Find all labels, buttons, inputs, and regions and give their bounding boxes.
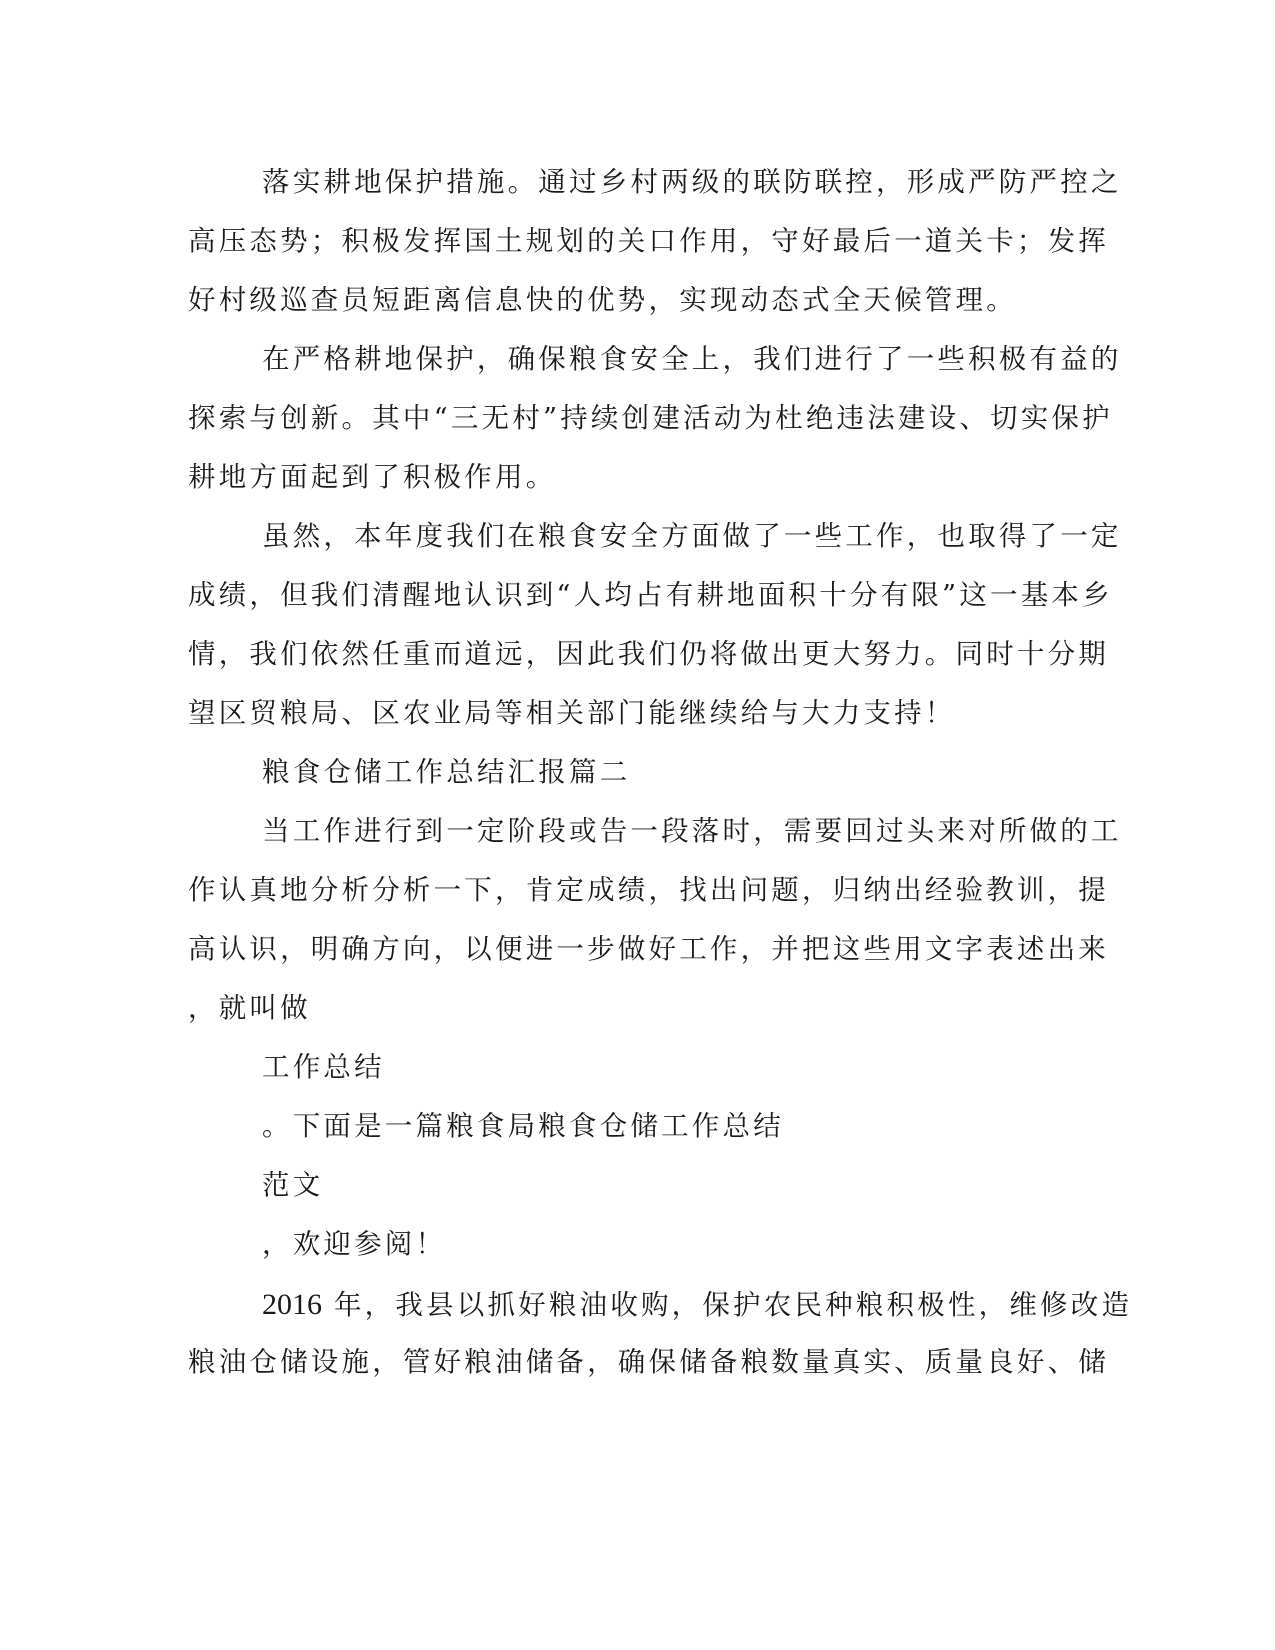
- paragraph-line: 高压态势；积极发挥国土规划的关口作用，守好最后一道关卡；发挥: [188, 225, 1109, 257]
- paragraph-line: [262, 1290, 1132, 1320]
- paragraph-line: ，就叫做: [188, 992, 311, 1024]
- paragraph-line: 粮油仓储设施，管好粮油储备，确保储备粮数量真实、质量良好、储: [188, 1346, 1109, 1378]
- paragraph-line: 好村级巡查员短距离信息快的优势，实现动态式全天候管理。: [188, 284, 1017, 316]
- paragraph-line: 成绩，但我们清醒地认识到“人均占有耕地面积十分有限”这一基本乡: [188, 579, 1113, 611]
- paragraph-line: 探索与创新。其中“三无村”持续创建活动为杜绝违法建设、切实保护: [188, 402, 1113, 434]
- paragraph-line: 望区贸粮局、区农业局等相关部门能继续给与大力支持！: [188, 697, 956, 729]
- section-heading: 粮食仓储工作总结汇报篇二: [262, 756, 631, 788]
- paragraph-line: 虽然，本年度我们在粮食安全方面做了一些工作，也取得了一定: [262, 520, 1122, 552]
- paragraph-line: 工作总结: [262, 1051, 385, 1083]
- paragraph-line: 。下面是一篇粮食局粮食仓储工作总结: [262, 1110, 784, 1142]
- paragraph-line: 作认真地分析分析一下，肯定成绩，找出问题，归纳出经验教训，提: [188, 874, 1109, 906]
- paragraph-line: 当工作进行到一定阶段或告一段落时，需要回过头来对所做的工: [262, 815, 1122, 847]
- paragraph-line: 情，我们依然任重而道远，因此我们仍将做出更大努力。同时十分期: [188, 638, 1109, 670]
- paragraph-line-text: 年，我县以抓好粮油收购，保护农民种粮积极性，维修改造: [333, 1289, 1133, 1321]
- paragraph-line: 范文: [262, 1169, 324, 1201]
- paragraph-line: 落实耕地保护措施。通过乡村两级的联防联控，形成严防严控之: [262, 166, 1122, 198]
- paragraph-line: 在严格耕地保护，确保粮食安全上，我们进行了一些积极有益的: [262, 343, 1122, 375]
- paragraph-line: ，欢迎参阅！: [262, 1228, 447, 1260]
- year-number: 2016: [262, 1288, 322, 1321]
- paragraph-line: 高认识，明确方向，以便进一步做好工作，并把这些用文字表述出来: [188, 933, 1109, 965]
- paragraph-line: 耕地方面起到了积极作用。: [188, 461, 557, 493]
